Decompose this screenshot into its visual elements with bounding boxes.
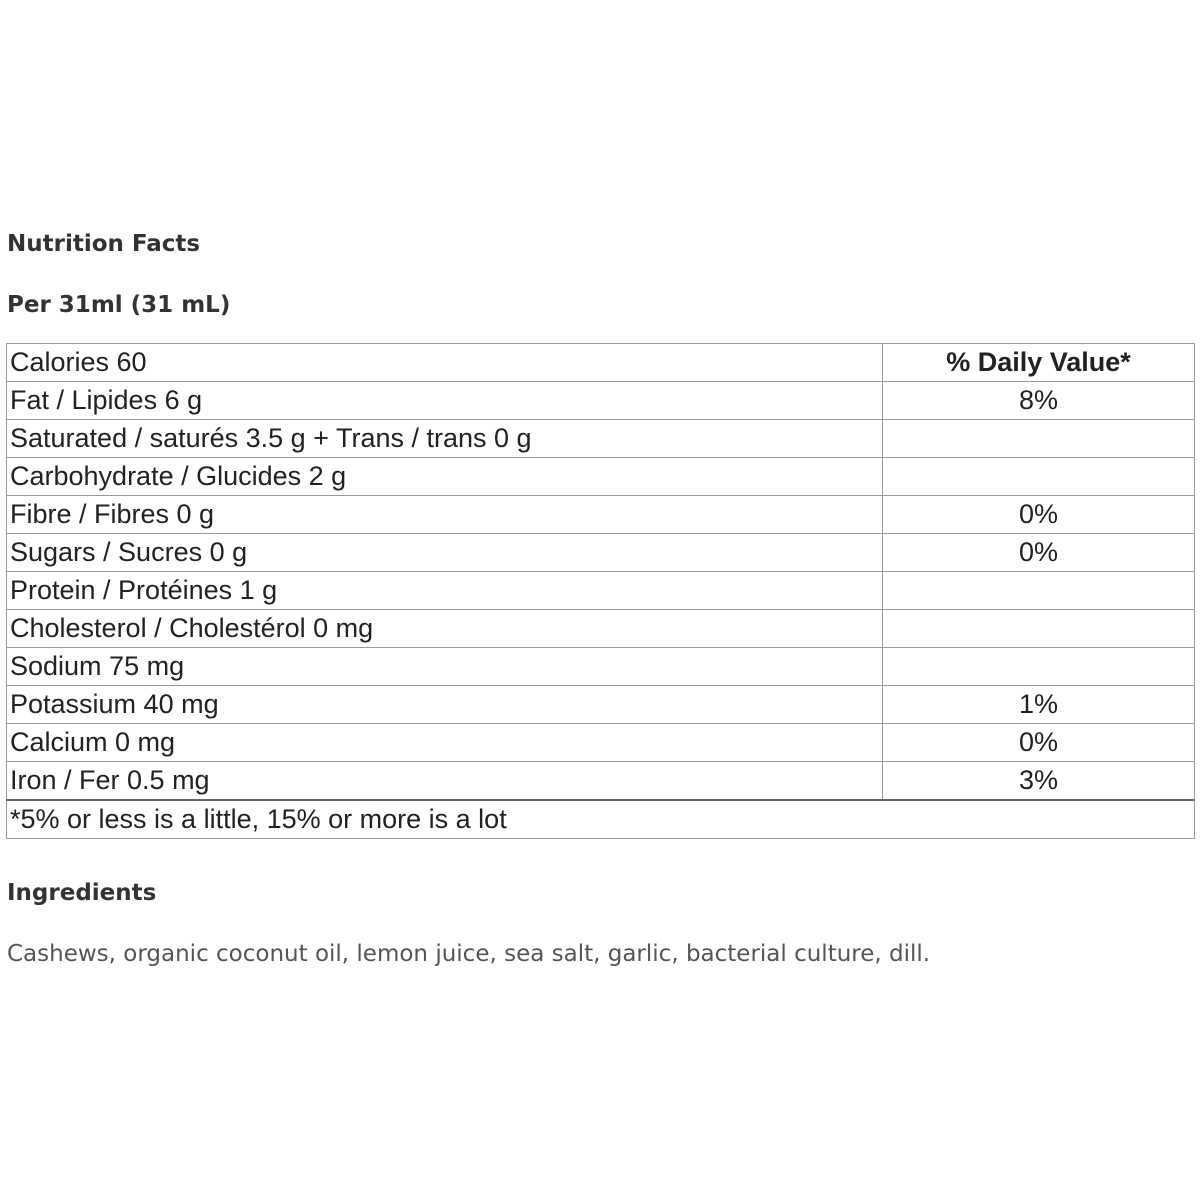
nutrient-daily-value: 3% [883,762,1195,801]
daily-value-header: % Daily Value* [883,344,1195,382]
nutrient-daily-value: 0% [883,724,1195,762]
ingredients-text: Cashews, organic coconut oil, lemon juice, sea salt, garlic, bacterial culture, dill. [7,941,931,967]
nutrient-label: Potassium 40 mg [7,686,883,724]
nutrient-label: Sodium 75 mg [7,648,883,686]
table-row [7,534,1195,572]
nutrition-facts-title: Nutrition Facts [7,231,201,257]
nutrient-daily-value [883,572,1195,610]
nutrient-label: Protein / Protéines 1 g [7,572,883,610]
nutrient-daily-value: 0% [883,496,1195,534]
table-row [7,762,1195,801]
nutrient-label: Sugars / Sucres 0 g [7,534,883,572]
table-row [7,420,1195,458]
daily-value-footnote: *5% or less is a little, 15% or more is a lot [7,800,1195,839]
calories-cell: Calories 60 [7,344,883,382]
nutrient-daily-value [883,458,1195,496]
table-row [7,572,1195,610]
nutrient-daily-value [883,648,1195,686]
nutrient-daily-value [883,420,1195,458]
table-row [7,458,1195,496]
nutrient-daily-value [883,610,1195,648]
table-row [7,648,1195,686]
table-row [7,496,1195,534]
table-row-header [7,344,1195,382]
table-row-footnote [7,800,1195,839]
nutrient-label: Iron / Fer 0.5 mg [7,762,883,801]
nutrient-label: Fibre / Fibres 0 g [7,496,883,534]
table-row [7,382,1195,420]
nutrient-daily-value: 0% [883,534,1195,572]
nutrition-table [6,343,1195,839]
nutrient-daily-value: 8% [883,382,1195,420]
nutrient-label: Carbohydrate / Glucides 2 g [7,458,883,496]
nutrient-label: Saturated / saturés 3.5 g + Trans / trans 0 g [7,420,883,458]
ingredients-title: Ingredients [7,880,157,906]
nutrient-label: Fat / Lipides 6 g [7,382,883,420]
table-row [7,610,1195,648]
nutrient-daily-value: 1% [883,686,1195,724]
serving-size: Per 31ml (31 mL) [7,292,231,318]
table-row [7,724,1195,762]
nutrient-label: Cholesterol / Cholestérol 0 mg [7,610,883,648]
nutrient-label: Calcium 0 mg [7,724,883,762]
table-row [7,686,1195,724]
